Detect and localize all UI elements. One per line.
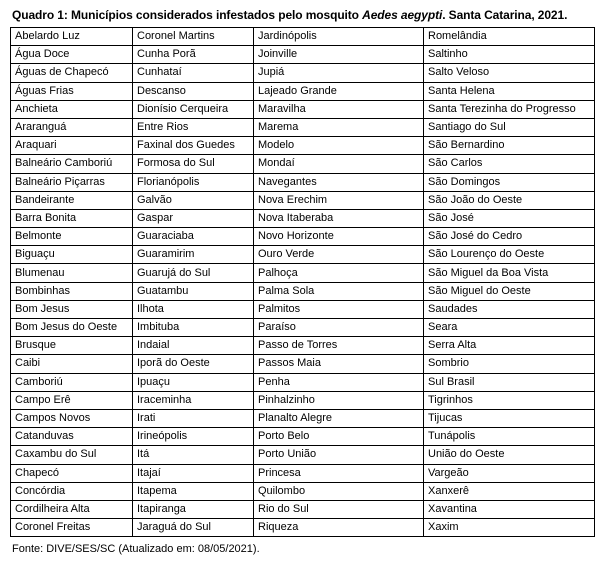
table-cell: Araquari <box>11 137 133 155</box>
table-cell: Santa Terezinha do Progresso <box>424 100 595 118</box>
table-cell: Princesa <box>254 464 424 482</box>
table-row <box>11 337 595 355</box>
table-cell: Jardinópolis <box>254 28 424 46</box>
table-cell: Brusque <box>11 337 133 355</box>
table-row <box>11 137 595 155</box>
table-cell: Seara <box>424 319 595 337</box>
table-row <box>11 446 595 464</box>
table-cell: Guarujá do Sul <box>133 264 254 282</box>
table-cell: São João do Oeste <box>424 191 595 209</box>
table-cell: Porto Belo <box>254 428 424 446</box>
table-cell: Jupiá <box>254 64 424 82</box>
table-cell: União do Oeste <box>424 446 595 464</box>
table-cell: Faxinal dos Guedes <box>133 137 254 155</box>
table-row <box>11 519 595 537</box>
table-cell: Ipuaçu <box>133 373 254 391</box>
caption-species: Aedes aegypti <box>362 8 443 22</box>
table-row <box>11 355 595 373</box>
table-cell: Concórdia <box>11 482 133 500</box>
table-cell: São José do Cedro <box>424 228 595 246</box>
table-cell: Itapema <box>133 482 254 500</box>
table-cell: Iraceminha <box>133 391 254 409</box>
table-cell: Pinhalzinho <box>254 391 424 409</box>
table-cell: Guaramirim <box>133 246 254 264</box>
table-cell: Nova Itaberaba <box>254 209 424 227</box>
municipalities-table <box>10 27 595 537</box>
table-cell: Palmitos <box>254 300 424 318</box>
table-cell: Penha <box>254 373 424 391</box>
table-cell: São Carlos <box>424 155 595 173</box>
table-cell: Água Doce <box>11 46 133 64</box>
table-cell: Jaraguá do Sul <box>133 519 254 537</box>
table-cell: Porto União <box>254 446 424 464</box>
table-cell: Maravilha <box>254 100 424 118</box>
table-cell: Passos Maia <box>254 355 424 373</box>
table-cell: Joinville <box>254 46 424 64</box>
table-cell: Campo Erê <box>11 391 133 409</box>
table-cell: São Lourenço do Oeste <box>424 246 595 264</box>
table-cell: Itajaí <box>133 464 254 482</box>
table-cell: Araranguá <box>11 118 133 136</box>
table-row <box>11 209 595 227</box>
table-cell: Vargeão <box>424 464 595 482</box>
table-cell: Sul Brasil <box>424 373 595 391</box>
table-cell: Anchieta <box>11 100 133 118</box>
table-cell: Cunhataí <box>133 64 254 82</box>
table-caption <box>12 8 567 22</box>
table-cell: Florianópolis <box>133 173 254 191</box>
table-cell: Iporã do Oeste <box>133 355 254 373</box>
table-cell: Balneário Camboriú <box>11 155 133 173</box>
table-row <box>11 464 595 482</box>
table-row <box>11 373 595 391</box>
table-cell: Romelândia <box>424 28 595 46</box>
table-row <box>11 319 595 337</box>
table-cell: Marema <box>254 118 424 136</box>
table-cell: Tijucas <box>424 409 595 427</box>
table-cell: Descanso <box>133 82 254 100</box>
table-row <box>11 391 595 409</box>
table-cell: Ouro Verde <box>254 246 424 264</box>
table-cell: Caibi <box>11 355 133 373</box>
table-cell: Paraíso <box>254 319 424 337</box>
table-cell: Bombinhas <box>11 282 133 300</box>
caption-prefix: Quadro 1: Municípios considerados infestados pelo mosquito <box>12 8 363 22</box>
table-cell: Palma Sola <box>254 282 424 300</box>
table-row <box>11 82 595 100</box>
table-cell: Rio do Sul <box>254 500 424 518</box>
table-cell: Barra Bonita <box>11 209 133 227</box>
table-row <box>11 173 595 191</box>
table-row <box>11 228 595 246</box>
table-row <box>11 282 595 300</box>
table-cell: São José <box>424 209 595 227</box>
table-cell: Campos Novos <box>11 409 133 427</box>
table-cell: Camboriú <box>11 373 133 391</box>
table-cell: Indaial <box>133 337 254 355</box>
table-body <box>11 28 595 537</box>
table-cell: Catanduvas <box>11 428 133 446</box>
table-row <box>11 500 595 518</box>
table-cell: Abelardo Luz <box>11 28 133 46</box>
table-row <box>11 264 595 282</box>
table-row <box>11 28 595 46</box>
table-cell: Quilombo <box>254 482 424 500</box>
table-cell: Irati <box>133 409 254 427</box>
table-cell: Biguaçu <box>11 246 133 264</box>
table-cell: Palhoça <box>254 264 424 282</box>
table-cell: Belmonte <box>11 228 133 246</box>
table-cell: Entre Rios <box>133 118 254 136</box>
table-cell: Formosa do Sul <box>133 155 254 173</box>
table-row <box>11 246 595 264</box>
table-cell: Imbituba <box>133 319 254 337</box>
table-cell: Xanxerê <box>424 482 595 500</box>
table-cell: Blumenau <box>11 264 133 282</box>
table-cell: Ilhota <box>133 300 254 318</box>
table-cell: Nova Erechim <box>254 191 424 209</box>
table-cell: Tunápolis <box>424 428 595 446</box>
table-cell: Galvão <box>133 191 254 209</box>
table-cell: Tigrinhos <box>424 391 595 409</box>
table-cell: Planalto Alegre <box>254 409 424 427</box>
table-cell: Cunha Porã <box>133 46 254 64</box>
table-cell: Bom Jesus <box>11 300 133 318</box>
table-cell: Santa Helena <box>424 82 595 100</box>
table-cell: Guatambu <box>133 282 254 300</box>
table-row <box>11 428 595 446</box>
table-cell: Cordilheira Alta <box>11 500 133 518</box>
table-cell: Mondaí <box>254 155 424 173</box>
table-row <box>11 300 595 318</box>
table-cell: Serra Alta <box>424 337 595 355</box>
table-cell: Itapiranga <box>133 500 254 518</box>
table-cell: Bandeirante <box>11 191 133 209</box>
table-cell: São Miguel da Boa Vista <box>424 264 595 282</box>
table-cell: Guaraciaba <box>133 228 254 246</box>
table-cell: Novo Horizonte <box>254 228 424 246</box>
table-cell: Águas Frias <box>11 82 133 100</box>
table-cell: Itá <box>133 446 254 464</box>
table-cell: Lajeado Grande <box>254 82 424 100</box>
table-row <box>11 100 595 118</box>
table-cell: Dionísio Cerqueira <box>133 100 254 118</box>
table-cell: Coronel Freitas <box>11 519 133 537</box>
table-row <box>11 64 595 82</box>
table-cell: Navegantes <box>254 173 424 191</box>
table-source: Fonte: DIVE/SES/SC (Atualizado em: 08/05/2021). <box>12 543 260 555</box>
table-cell: Xaxim <box>424 519 595 537</box>
table-cell: Saltinho <box>424 46 595 64</box>
table-cell: São Miguel do Oeste <box>424 282 595 300</box>
table-cell: Balneário Piçarras <box>11 173 133 191</box>
table-cell: Passo de Torres <box>254 337 424 355</box>
table-cell: Gaspar <box>133 209 254 227</box>
table-cell: Saudades <box>424 300 595 318</box>
table-row <box>11 482 595 500</box>
table-cell: Xavantina <box>424 500 595 518</box>
table-cell: São Bernardino <box>424 137 595 155</box>
table-cell: Modelo <box>254 137 424 155</box>
table-cell: Coronel Martins <box>133 28 254 46</box>
table-row <box>11 155 595 173</box>
table-cell: Irineópolis <box>133 428 254 446</box>
table-cell: Sombrio <box>424 355 595 373</box>
table-row <box>11 409 595 427</box>
table-cell: Bom Jesus do Oeste <box>11 319 133 337</box>
table-row <box>11 191 595 209</box>
table-cell: Riqueza <box>254 519 424 537</box>
table-row <box>11 46 595 64</box>
table-cell: Águas de Chapecó <box>11 64 133 82</box>
table-cell: São Domingos <box>424 173 595 191</box>
table-cell: Salto Veloso <box>424 64 595 82</box>
caption-suffix: . Santa Catarina, 2021. <box>442 8 568 22</box>
table-row <box>11 118 595 136</box>
table-cell: Chapecó <box>11 464 133 482</box>
table-cell: Santiago do Sul <box>424 118 595 136</box>
table-cell: Caxambu do Sul <box>11 446 133 464</box>
